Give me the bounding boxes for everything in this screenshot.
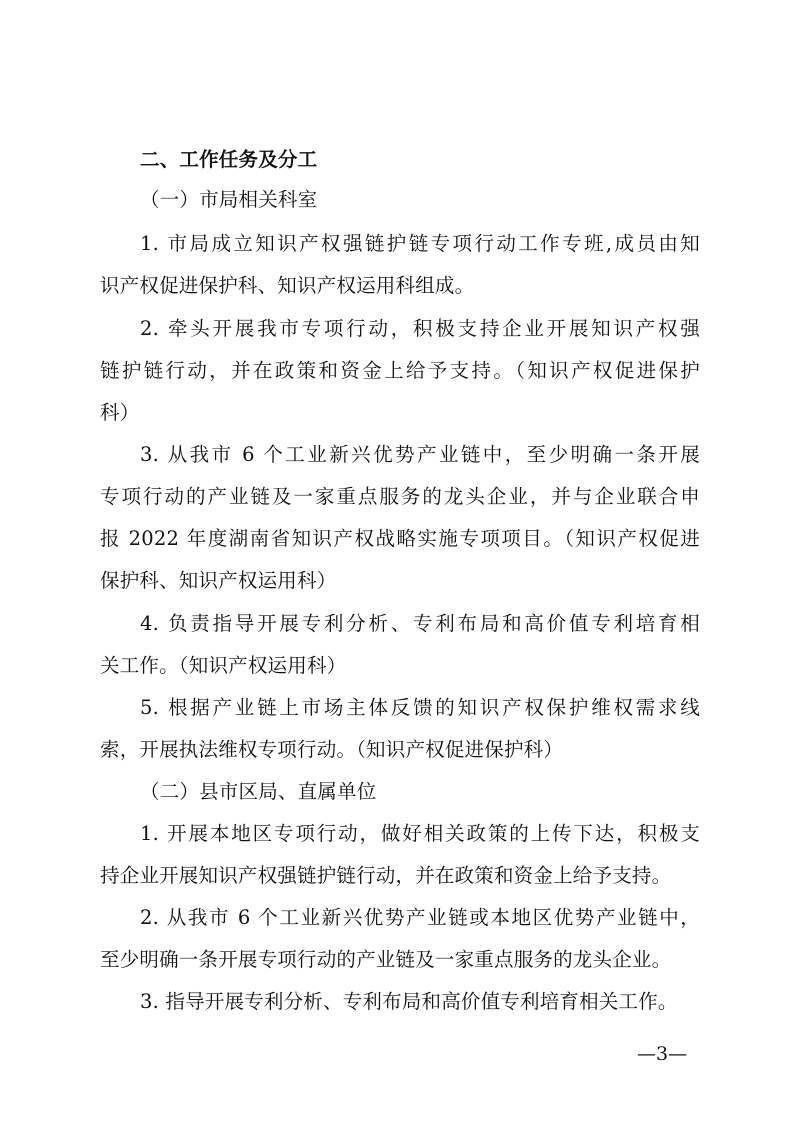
paragraph-line: 3. 从我市 6 个工业新兴优势产业链中，至少明确一条开展 [140,443,700,466]
paragraph-line: 2. 牵头开展我市专项行动，积极支持企业开展知识产权强 [140,317,700,340]
paragraph-line: 3. 指导开展专利分析、专利布局和高价值专利培育相关工作。 [140,990,678,1013]
paragraph-line: 科） [100,401,140,424]
paragraph-line: 1. 市局成立知识产权强链护链专项行动工作专班,成员由知 [140,232,700,255]
paragraph-line: 索，开展执法维权专项行动。（知识产权促进保护科） [100,738,564,761]
paragraph-line: 5. 根据产业链上市场主体反馈的知识产权保护维权需求线 [140,696,700,719]
paragraph-line: 关工作。（知识产权运用科） [100,654,347,677]
subsection-title-1: （一）市局相关科室 [140,188,318,211]
page-number: —3— [637,1043,688,1065]
paragraph-line: 1. 开展本地区专项行动，做好相关政策的上传下达，积极支 [140,822,700,845]
paragraph-line: 报 2022 年度湖南省知识产权战略实施专项项目。（知识产权促进 [100,527,700,550]
paragraph-line: 识产权促进保护科、知识产权运用科组成。 [100,274,475,297]
paragraph-line: 2. 从我市 6 个工业新兴优势产业链或本地区优势产业链中， [140,906,700,929]
paragraph-line: 专项行动的产业链及一家重点服务的龙头企业，并与企业联合申 [100,485,700,508]
paragraph-line: 链护链行动，并在政策和资金上给予支持。（知识产权促进保护 [100,359,700,382]
paragraph-line: 持企业开展知识产权强链护链行动，并在政策和资金上给予支持。 [100,864,672,887]
paragraph-line: 至少明确一条开展专项行动的产业链及一家重点服务的龙头企业。 [100,948,672,971]
paragraph-line: 保护科、知识产权运用科） [100,569,337,592]
paragraph-line: 4. 负责指导开展专利分析、专利布局和高价值专利培育相 [140,612,700,635]
subsection-title-2: （二）县市区局、直属单位 [140,780,377,803]
section-heading: 二、工作任务及分工 [140,148,318,171]
